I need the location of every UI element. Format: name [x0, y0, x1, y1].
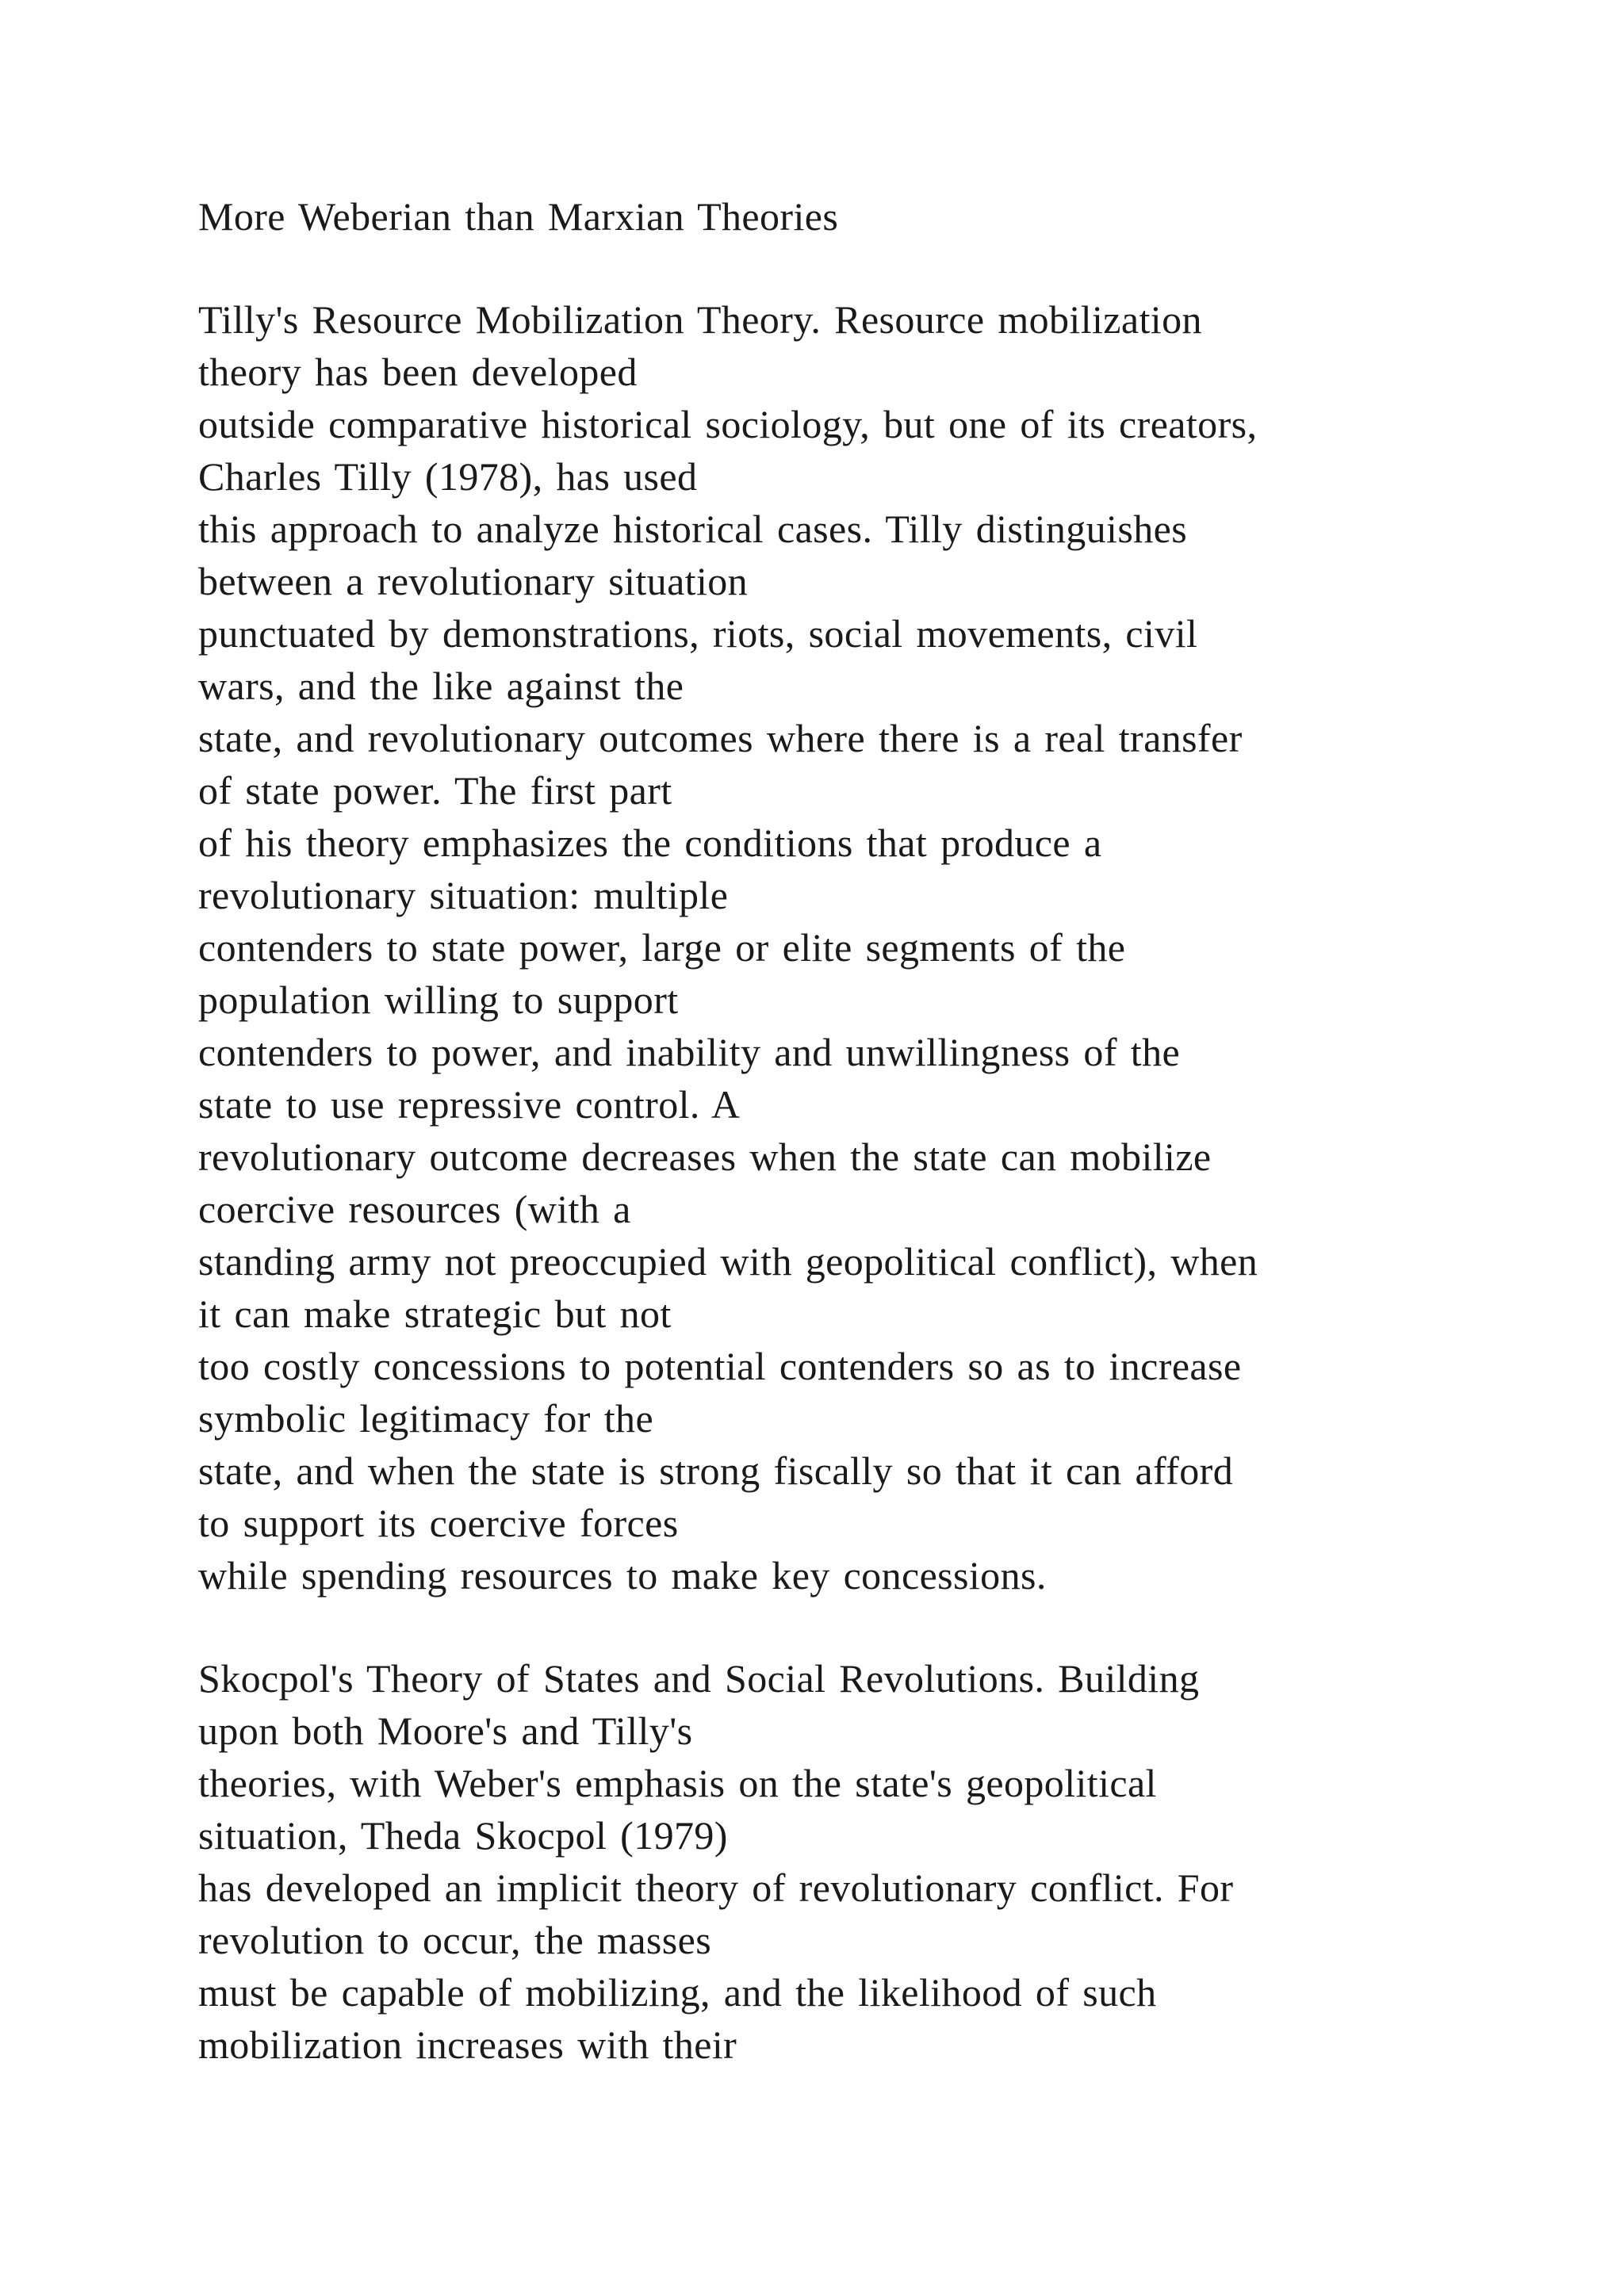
text-line: state to use repressive control. A	[198, 1082, 741, 1127]
text-line: population willing to support	[198, 978, 679, 1022]
text-line: must be capable of mobilizing, and the likelihood of such	[198, 1970, 1157, 2015]
text-line: Skocpol's Theory of States and Social Revolutions. Building	[198, 1656, 1200, 1701]
text-line: this approach to analyze historical cases. Tilly distinguishes	[198, 507, 1188, 551]
blank-line	[198, 1601, 1451, 1652]
text-line: too costly concessions to potential contenders so as to increase	[198, 1344, 1242, 1388]
text-line: between a revolutionary situation	[198, 559, 749, 603]
text-line: revolution to occur, the masses	[198, 1918, 712, 1962]
text-line: punctuated by demonstrations, riots, social movements, civil	[198, 611, 1198, 656]
text-line: to support its coercive forces	[198, 1501, 679, 1545]
text-line: situation, Theda Skocpol (1979)	[198, 1813, 728, 1858]
text-line: while spending resources to make key concessions.	[198, 1553, 1047, 1598]
text-line: revolutionary outcome decreases when the state can mobilize	[198, 1135, 1212, 1179]
text-line: has developed an implicit theory of revolutionary conflict. For	[198, 1866, 1234, 1910]
text-line: upon both Moore's and Tilly's	[198, 1709, 693, 1753]
paragraph-resource-mobilization	[198, 293, 1451, 1601]
text-line: state, and revolutionary outcomes where there is a real transfer	[198, 716, 1243, 760]
blank-line	[198, 243, 1451, 293]
text-line: it can make strategic but not	[198, 1292, 672, 1336]
text-line: theory has been developed	[198, 350, 638, 394]
text-line: contenders to power, and inability and unwillingness of the	[198, 1030, 1181, 1074]
text-line: wars, and the like against the	[198, 664, 684, 708]
text-line: contenders to state power, large or elite segments of the	[198, 925, 1126, 970]
text-line: Tilly's Resource Mobilization Theory. Resource mobilization	[198, 297, 1202, 342]
paragraph-skocpol-theory	[198, 1652, 1451, 2071]
text-line: revolutionary situation: multiple	[198, 873, 729, 917]
text-line: of state power. The first part	[198, 768, 672, 813]
text-line: of his theory emphasizes the conditions that produce a	[198, 821, 1102, 865]
text-line: outside comparative historical sociology, but one of its creators,	[198, 402, 1258, 446]
text-line: state, and when the state is strong fiscally so that it can afford	[198, 1448, 1234, 1493]
text-line: mobilization increases with their	[198, 2022, 737, 2067]
text-line: Charles Tilly (1978), has used	[198, 454, 698, 499]
heading: More Weberian than Marxian Theories	[198, 194, 839, 239]
document-body	[198, 190, 1451, 2071]
text-line: symbolic legitimacy for the	[198, 1396, 654, 1441]
text-line: coercive resources (with a	[198, 1187, 631, 1231]
text-line: standing army not preoccupied with geopolitical conflict), when	[198, 1239, 1258, 1284]
text-line: theories, with Weber's emphasis on the state's geopolitical	[198, 1761, 1157, 1805]
